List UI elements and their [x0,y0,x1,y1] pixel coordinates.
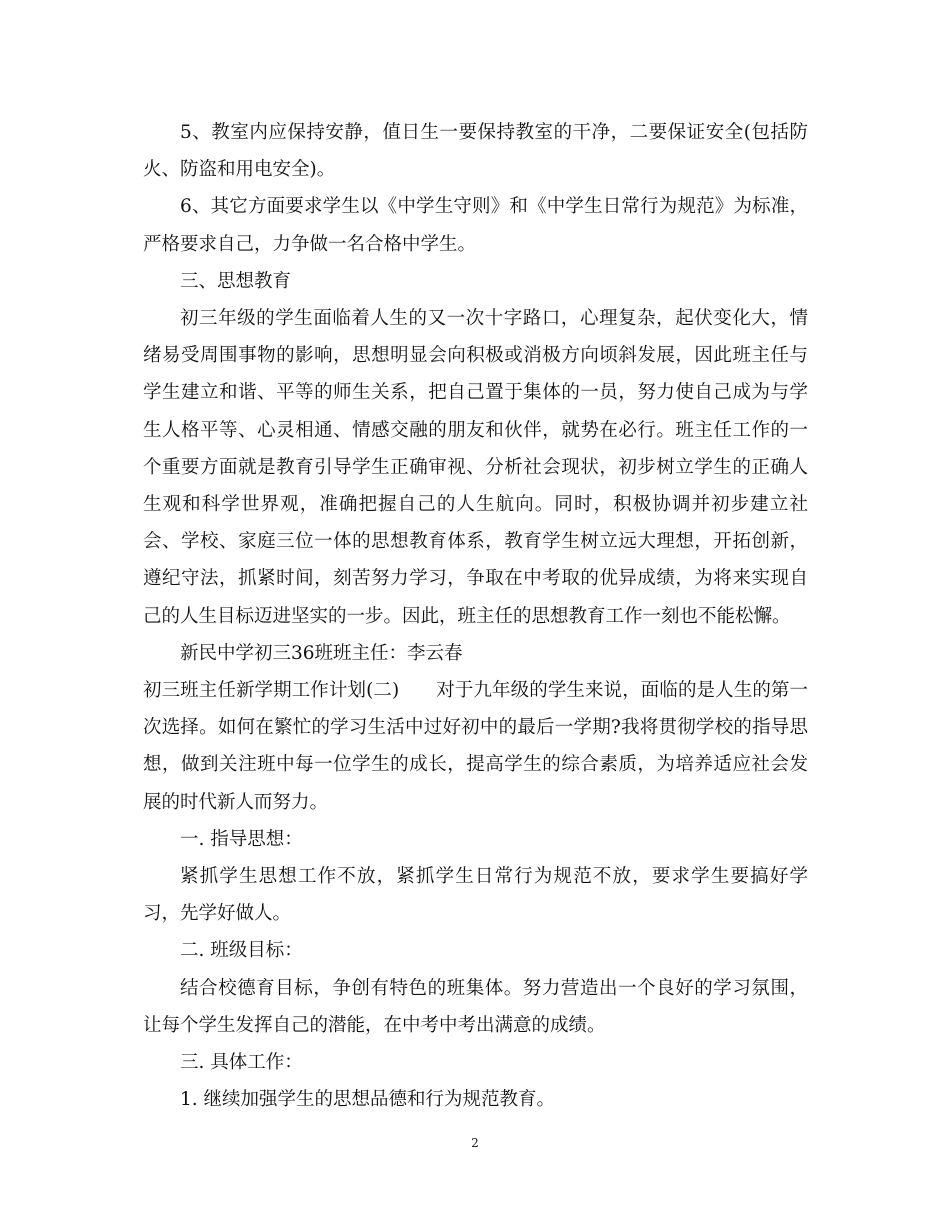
section-heading-ideology-education: 三、思想教育 [180,270,292,292]
rule-item-6: 6、其它方面要求学生以《中学生守则》和《中学生日常行为规范》为标准，严格要求自己，力争做一名合格中学生。 [143,196,808,255]
specific-work-item-1: 1. 继续加强学生的思想品德和行为规范教育。 [180,1089,556,1111]
class-goals-paragraph: 结合校德育目标，争创有特色的班集体。努力营造出一个良好的学习氛围，让每个学生发挥自己的潜能，在中考中考出满意的成绩。 [143,977,808,1036]
plan-title: 初三班主任新学期工作计划(二) [143,680,400,702]
author-signature: 新民中学初三36班班主任：李云春 [180,642,463,664]
section-heading-guiding-ideology: 一. 指导思想： [180,828,303,850]
document-body [143,114,808,1118]
page-number: 2 [471,1136,479,1150]
rule-item-5: 5、教室内应保持安静，值日生一要保持教室的干净，二要保证安全(包括防火、防盗和用电安全)。 [143,122,808,181]
section-heading-specific-work: 三. 具体工作： [180,1052,303,1074]
plan-intro-paragraph [143,672,808,821]
section-heading-class-goals: 二. 班级目标： [180,940,303,962]
guiding-ideology-paragraph: 紧抓学生思想工作不放，紧抓学生日常行为规范不放，要求学生要搞好学习，先学好做人。 [143,866,808,925]
ideology-education-paragraph: 初三年级的学生面临着人生的又一次十字路口，心理复杂，起伏变化大，情绪易受周围事物的影响，思想明显会向积极或消极方向顷斜发展，因此班主任与学生建立和谐、平等的师生关系，把自己置于集体的一员，努力使自己成为与学生人格平等、心灵相通、情感交融的朋友和伙伴，就势在必行。班主任工作的一个重要方面就是教育引导学生正确审视、分析社会现状，初步树立学生的正确人生观和科学世界观，准确把握自己的人生航向。同时，积极协调并初步建立社会、学校、家庭三位一体的思想教育体系，教育学生树立远大理想，开拓创新，遵纪守法，抓紧时间，刻苦努力学习，争取在中考取的优异成绩，为将来实现自己的人生目标迈进坚实的一步。因此，班主任的思想教育工作一刻也不能松懈。 [143,308,808,627]
plan-intro-text: 对于九年级的学生来说，面临的是人生的第一次选择。如何在繁忙的学习生活中过好初中的最后一学期?我将贯彻学校的指导思想，做到关注班中每一位学生的成长，提高学生的综合素质，为培养适应社会发展的时代新人而努力。 [143,680,808,813]
